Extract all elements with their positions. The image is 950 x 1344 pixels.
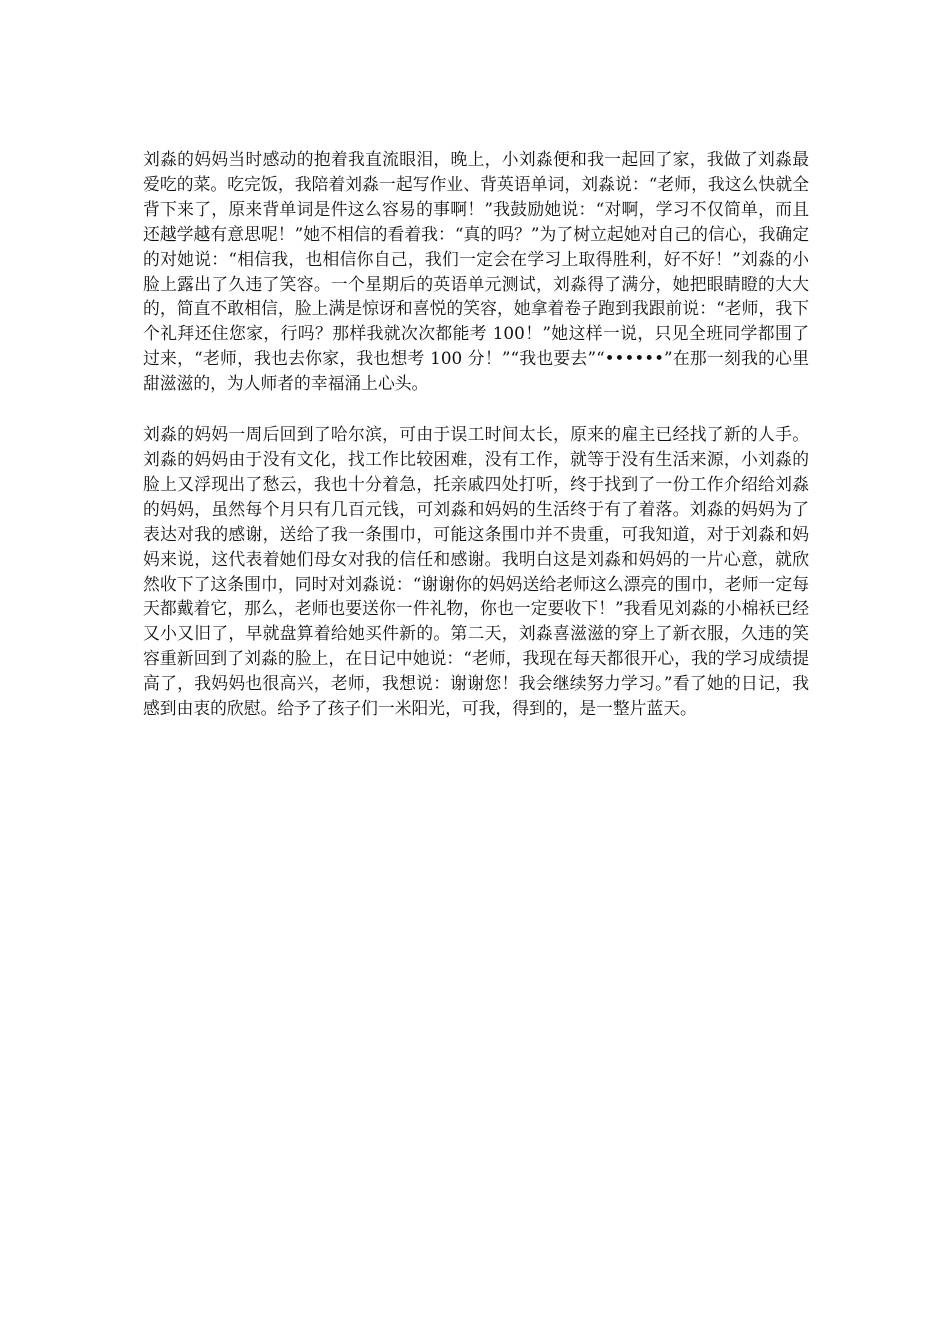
document-body [143,147,809,721]
paragraph-1: 刘淼的妈妈当时感动的抱着我直流眼泪，晚上，小刘淼便和我一起回了家，我做了刘淼最爱吃的菜。吃完饭，我陪着刘淼一起写作业、背英语单词，刘淼说：“老师，我这么快就全背下来了，原来背单词是件这么容易的事啊！”我鼓励她说：“对啊，学习不仅简单，而且还越学越有意思呢！”她不相信的看着我：“真的吗？”为了树立起她对自己的信心，我确定的对她说：“相信我，也相信你自己，我们一定会在学习上取得胜利，好不好！”刘淼的小脸上露出了久违了笑容。一个星期后的英语单元测试，刘淼得了满分，她把眼睛瞪的大大的，简直不敢相信，脸上满是惊讶和喜悦的笑容，她拿着卷子跑到我跟前说：“老师，我下个礼拜还住您家，行吗？那样我就次次都能考 100！”她这样一说，只见全班同学都围了过来，“老师，我也去你家，我也想考 100 分！”“我也要去”“••••••”在那一刻我的心里甜滋滋的，为人师者的幸福涌上心头。 [143,149,809,394]
paragraph-2: 刘淼的妈妈一周后回到了哈尔滨，可由于误工时间太长，原来的雇主已经找了新的人手。刘淼的妈妈由于没有文化，找工作比较困难，没有工作，就等于没有生活来源，小刘淼的脸上又浮现出了愁云，我也十分着急，托亲戚四处打听，终于找到了一份工作介绍给刘淼的妈妈，虽然每个月只有几百元钱，可刘淼和妈妈的生活终于有了着落。刘淼的妈妈为了表达对我的感谢，送给了我一条围巾，可能这条围巾并不贵重，可我知道，对于刘淼和妈妈来说，这代表着她们母女对我的信任和感谢。我明白这是刘淼和妈妈的一片心意，就欣然收下了这条围巾，同时对刘淼说：“谢谢你的妈妈送给老师这么漂亮的围巾，老师一定每天都戴着它，那么，老师也要送你一件礼物，你也一定要收下！”我看见刘淼的小棉袄已经又小又旧了，早就盘算着给她买件新的。第二天，刘淼喜滋滋的穿上了新衣服，久违的笑容重新回到了刘淼的脸上，在日记中她说：“老师，我现在每天都很开心，我的学习成绩提高了，我妈妈也很高兴，老师，我想说：谢谢您！我会继续努力学习。”看了她的日记，我感到由衷的欣慰。给予了孩子们一米阳光，可我，得到的，是一整片蓝天。 [143,424,809,719]
